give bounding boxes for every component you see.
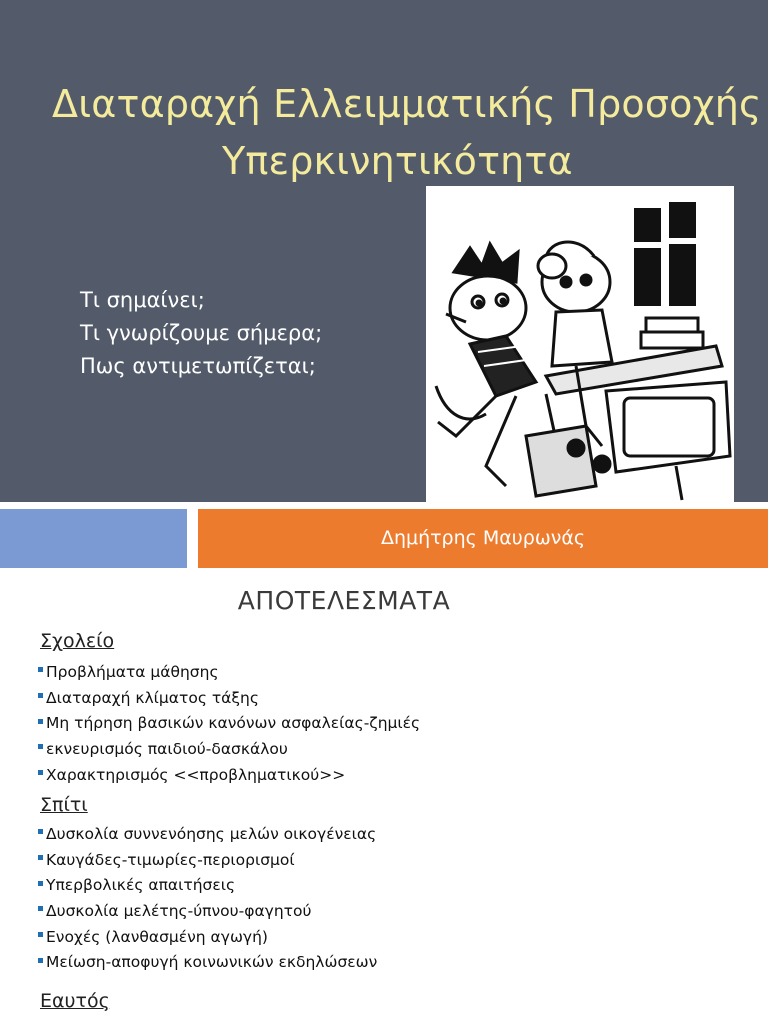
list-item-text: Ενοχές (λανθασμένη αγωγή) bbox=[46, 927, 268, 946]
bullet-icon bbox=[38, 881, 43, 886]
school-list bbox=[38, 660, 420, 788]
question-2: Τι γνωρίζουμε σήμερα; bbox=[80, 321, 323, 345]
list-item-text: Δυσκολία συννενόησης μελών οικογένειας bbox=[46, 825, 377, 843]
list-item bbox=[38, 737, 420, 763]
blue-accent-bar bbox=[0, 509, 187, 568]
list-item bbox=[38, 822, 377, 848]
list-item bbox=[38, 925, 377, 951]
home-list bbox=[38, 822, 377, 976]
bullet-icon bbox=[38, 906, 43, 911]
list-item-text: Χαρακτηρισμός <<προβληματικού>> bbox=[46, 765, 346, 784]
list-item-text: Μείωση-αποφυγή κοινωνικών εκδηλώσεων bbox=[46, 953, 378, 972]
list-item bbox=[38, 686, 420, 712]
slide-title-line1: Διαταραχή Ελλειμματικής Προσοχής bbox=[52, 82, 762, 126]
list-item-text: Καυγάδες-τιμωρίες-περιορισμοί bbox=[46, 850, 295, 869]
list-item bbox=[38, 873, 377, 899]
list-item bbox=[38, 899, 377, 925]
bullet-icon bbox=[38, 744, 43, 749]
bullet-icon bbox=[38, 932, 43, 937]
author-name: Δημήτρης Μαυρωνάς bbox=[380, 527, 586, 549]
list-item-text: Υπερβολικές απαιτήσεις bbox=[46, 876, 236, 895]
list-item-text: Δυσκολία μελέτης-ύπνου-φαγητού bbox=[46, 902, 312, 921]
girl-figure bbox=[538, 242, 612, 446]
bullet-icon bbox=[38, 829, 43, 834]
list-item bbox=[38, 660, 420, 686]
bullet-icon bbox=[38, 855, 43, 860]
list-item bbox=[38, 950, 377, 976]
question-1: Τι σημαίνει; bbox=[80, 288, 205, 312]
list-item-text: Μη τήρηση βασικών κανόνων ασφαλείας-ζημιές bbox=[46, 714, 421, 733]
window-icon bbox=[634, 202, 696, 306]
bullet-icon bbox=[38, 719, 43, 724]
list-item-text: εκνευρισμός παιδιού-δασκάλου bbox=[46, 740, 288, 759]
section-heading-self: Εαυτός bbox=[40, 990, 110, 1012]
slide-title-line2: Υπερκινητικότητα bbox=[222, 139, 573, 183]
boy-figure bbox=[436, 244, 536, 486]
results-slide bbox=[0, 572, 768, 1024]
question-3: Πως αντιμετωπίζεται; bbox=[80, 354, 316, 378]
list-item-text: Διαταραχή κλίματος τάξης bbox=[46, 688, 259, 707]
orange-author-bar bbox=[198, 509, 768, 568]
results-title: ΑΠΟΤΕΛΕΣΜΑΤΑ bbox=[237, 586, 451, 615]
list-item bbox=[38, 711, 420, 737]
bullet-icon bbox=[38, 667, 43, 672]
bullet-icon bbox=[38, 770, 43, 775]
title-slide bbox=[0, 0, 768, 502]
section-heading-home: Σπίτι bbox=[40, 794, 88, 816]
list-item bbox=[38, 763, 420, 789]
chair-drawing bbox=[526, 426, 610, 496]
classroom-cartoon-illustration bbox=[426, 186, 734, 502]
list-item-text: Προβλήματα μάθησης bbox=[46, 663, 219, 681]
cartoon-drawing bbox=[426, 186, 734, 502]
section-heading-school: Σχολείο bbox=[40, 630, 115, 652]
list-item bbox=[38, 848, 377, 874]
bullet-icon bbox=[38, 958, 43, 963]
bullet-icon bbox=[38, 693, 43, 698]
